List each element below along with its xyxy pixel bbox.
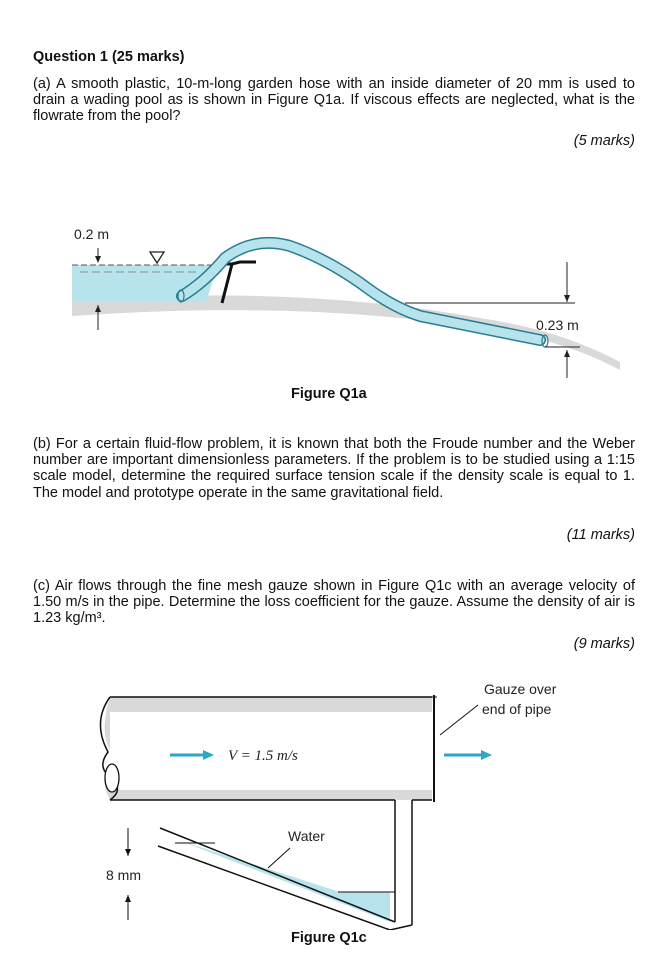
label-outlet: 0.23 m [536, 317, 579, 333]
label-water: Water [288, 828, 325, 844]
part-b-text: (b) For a certain fluid-flow problem, it is known that both the Froude number and the Weber number are important dimensionless parameters. If the problem is to be studied using a 1:15 scale model, determine the required surface tension scale if the density scale is equal to 1. The model and prototype operate in the same gravitational field. [33, 436, 635, 501]
question-title: Question 1 (25 marks) [33, 49, 185, 65]
label-reading: 8 mm [106, 867, 141, 883]
label-depth: 0.2 m [74, 226, 110, 242]
part-a-text: (a) A smooth plastic, 10-m-long garden hose with an inside diameter of 20 mm is used to drain a wading pool as is shown in Figure Q1a. If viscous effects are neglected, what is the flowrate from the pool? [33, 76, 635, 125]
part-a-marks: (5 marks) [573, 133, 635, 149]
label-gauze-2: end of pipe [482, 701, 552, 717]
part-c-text: (c) Air flows through the fine mesh gauze shown in Figure Q1c with an average velocity of 1.50 m/s in the pipe. Determine the loss coefficient for the gauze. Assume the density of air is 1.23 kg/m³. [33, 578, 635, 627]
label-gauze-1: Gauze over [484, 681, 557, 697]
figure-q1c [0, 675, 669, 930]
part-c-marks: (9 marks) [573, 636, 635, 652]
free-surface-triangle [150, 252, 164, 263]
figure-q1a [0, 215, 669, 385]
label-velocity: V = 1.5 m/s [228, 748, 298, 764]
figure-a-caption: Figure Q1a [291, 386, 367, 402]
part-b-marks: (11 marks) [566, 527, 635, 543]
manometer-water [178, 840, 390, 922]
figure-c-caption: Figure Q1c [291, 930, 367, 946]
